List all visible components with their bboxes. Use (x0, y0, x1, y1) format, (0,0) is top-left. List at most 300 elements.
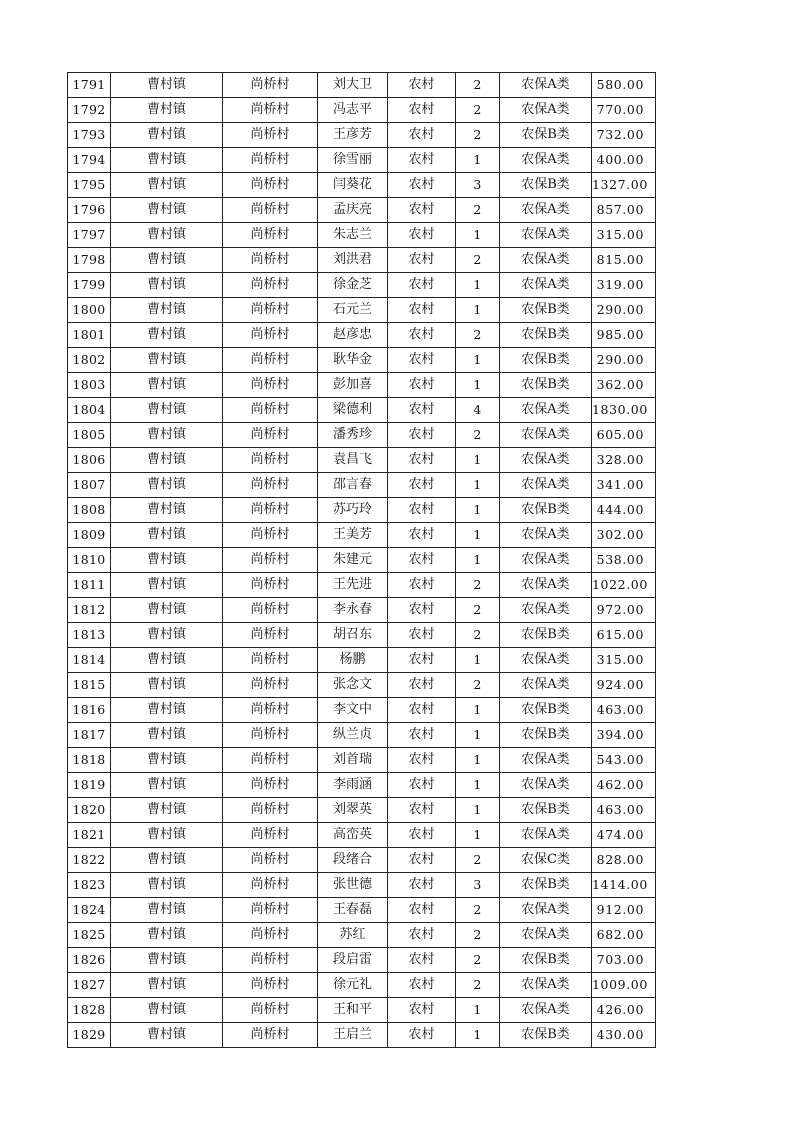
table-row (68, 148, 656, 173)
household-size-cell: 2 (456, 98, 500, 123)
insurance-type-cell: 农保A类 (500, 648, 592, 673)
village-cell: 尚桥村 (223, 273, 318, 298)
household-size-cell: 1 (456, 473, 500, 498)
amount-cell: 815.00 (592, 248, 656, 273)
table-row (68, 498, 656, 523)
name-cell: 梁德利 (318, 398, 388, 423)
insurance-type-cell: 农保A类 (500, 98, 592, 123)
village-cell: 尚桥村 (223, 523, 318, 548)
subsidy-roster-table (67, 72, 656, 1048)
name-cell: 高峦英 (318, 823, 388, 848)
category-cell: 农村 (388, 823, 456, 848)
household-size-cell: 2 (456, 673, 500, 698)
category-cell: 农村 (388, 273, 456, 298)
village-cell: 尚桥村 (223, 373, 318, 398)
village-cell: 尚桥村 (223, 348, 318, 373)
amount-cell: 605.00 (592, 423, 656, 448)
table-row (68, 348, 656, 373)
row-number-cell: 1817 (68, 723, 111, 748)
table-row (68, 198, 656, 223)
village-cell: 尚桥村 (223, 223, 318, 248)
name-cell: 胡召东 (318, 623, 388, 648)
category-cell: 农村 (388, 323, 456, 348)
village-cell: 尚桥村 (223, 973, 318, 998)
household-size-cell: 1 (456, 148, 500, 173)
town-cell: 曹村镇 (111, 623, 223, 648)
town-cell: 曹村镇 (111, 798, 223, 823)
household-size-cell: 3 (456, 173, 500, 198)
row-number-cell: 1825 (68, 923, 111, 948)
town-cell: 曹村镇 (111, 873, 223, 898)
insurance-type-cell: 农保A类 (500, 598, 592, 623)
insurance-type-cell: 农保A类 (500, 148, 592, 173)
amount-cell: 463.00 (592, 798, 656, 823)
village-cell: 尚桥村 (223, 73, 318, 98)
household-size-cell: 1 (456, 698, 500, 723)
row-number-cell: 1815 (68, 673, 111, 698)
amount-cell: 682.00 (592, 923, 656, 948)
village-cell: 尚桥村 (223, 498, 318, 523)
category-cell: 农村 (388, 948, 456, 973)
insurance-type-cell: 农保B类 (500, 798, 592, 823)
name-cell: 冯志平 (318, 98, 388, 123)
category-cell: 农村 (388, 498, 456, 523)
amount-cell: 580.00 (592, 73, 656, 98)
name-cell: 王启兰 (318, 1023, 388, 1048)
village-cell: 尚桥村 (223, 548, 318, 573)
household-size-cell: 1 (456, 648, 500, 673)
table-row (68, 848, 656, 873)
town-cell: 曹村镇 (111, 648, 223, 673)
household-size-cell: 2 (456, 948, 500, 973)
category-cell: 农村 (388, 623, 456, 648)
row-number-cell: 1820 (68, 798, 111, 823)
category-cell: 农村 (388, 148, 456, 173)
table-row (68, 398, 656, 423)
category-cell: 农村 (388, 598, 456, 623)
amount-cell: 538.00 (592, 548, 656, 573)
household-size-cell: 2 (456, 848, 500, 873)
insurance-type-cell: 农保A类 (500, 548, 592, 573)
town-cell: 曹村镇 (111, 298, 223, 323)
insurance-type-cell: 农保B类 (500, 698, 592, 723)
amount-cell: 462.00 (592, 773, 656, 798)
town-cell: 曹村镇 (111, 523, 223, 548)
household-size-cell: 1 (456, 523, 500, 548)
category-cell: 农村 (388, 348, 456, 373)
name-cell: 张世德 (318, 873, 388, 898)
table-row (68, 173, 656, 198)
insurance-type-cell: 农保A类 (500, 998, 592, 1023)
table-row (68, 723, 656, 748)
insurance-type-cell: 农保A类 (500, 673, 592, 698)
amount-cell: 1327.00 (592, 173, 656, 198)
table-row (68, 548, 656, 573)
town-cell: 曹村镇 (111, 448, 223, 473)
amount-cell: 703.00 (592, 948, 656, 973)
town-cell: 曹村镇 (111, 198, 223, 223)
category-cell: 农村 (388, 448, 456, 473)
table-body (68, 73, 656, 1048)
name-cell: 袁昌飞 (318, 448, 388, 473)
amount-cell: 972.00 (592, 598, 656, 623)
name-cell: 王先进 (318, 573, 388, 598)
amount-cell: 615.00 (592, 623, 656, 648)
insurance-type-cell: 农保A类 (500, 223, 592, 248)
village-cell: 尚桥村 (223, 1023, 318, 1048)
village-cell: 尚桥村 (223, 873, 318, 898)
insurance-type-cell: 农保A类 (500, 273, 592, 298)
row-number-cell: 1814 (68, 648, 111, 673)
amount-cell: 1830.00 (592, 398, 656, 423)
category-cell: 农村 (388, 523, 456, 548)
name-cell: 潘秀珍 (318, 423, 388, 448)
table-row (68, 1023, 656, 1048)
category-cell: 农村 (388, 773, 456, 798)
row-number-cell: 1799 (68, 273, 111, 298)
household-size-cell: 4 (456, 398, 500, 423)
name-cell: 王美芳 (318, 523, 388, 548)
insurance-type-cell: 农保A类 (500, 973, 592, 998)
row-number-cell: 1803 (68, 373, 111, 398)
insurance-type-cell: 农保A类 (500, 523, 592, 548)
household-size-cell: 1 (456, 823, 500, 848)
insurance-type-cell: 农保B类 (500, 623, 592, 648)
name-cell: 张念文 (318, 673, 388, 698)
row-number-cell: 1813 (68, 623, 111, 648)
town-cell: 曹村镇 (111, 73, 223, 98)
town-cell: 曹村镇 (111, 273, 223, 298)
insurance-type-cell: 农保A类 (500, 248, 592, 273)
row-number-cell: 1798 (68, 248, 111, 273)
amount-cell: 985.00 (592, 323, 656, 348)
insurance-type-cell: 农保B类 (500, 873, 592, 898)
household-size-cell: 1 (456, 348, 500, 373)
table-row (68, 373, 656, 398)
amount-cell: 341.00 (592, 473, 656, 498)
table-row (68, 623, 656, 648)
table-row (68, 523, 656, 548)
town-cell: 曹村镇 (111, 123, 223, 148)
village-cell: 尚桥村 (223, 898, 318, 923)
village-cell: 尚桥村 (223, 573, 318, 598)
insurance-type-cell: 农保A类 (500, 473, 592, 498)
amount-cell: 1009.00 (592, 973, 656, 998)
row-number-cell: 1808 (68, 498, 111, 523)
household-size-cell: 1 (456, 498, 500, 523)
category-cell: 农村 (388, 373, 456, 398)
insurance-type-cell: 农保A类 (500, 573, 592, 598)
amount-cell: 1022.00 (592, 573, 656, 598)
town-cell: 曹村镇 (111, 848, 223, 873)
town-cell: 曹村镇 (111, 973, 223, 998)
row-number-cell: 1810 (68, 548, 111, 573)
amount-cell: 1414.00 (592, 873, 656, 898)
name-cell: 朱建元 (318, 548, 388, 573)
insurance-type-cell: 农保A类 (500, 898, 592, 923)
town-cell: 曹村镇 (111, 898, 223, 923)
town-cell: 曹村镇 (111, 423, 223, 448)
town-cell: 曹村镇 (111, 473, 223, 498)
amount-cell: 315.00 (592, 223, 656, 248)
category-cell: 农村 (388, 223, 456, 248)
amount-cell: 315.00 (592, 648, 656, 673)
village-cell: 尚桥村 (223, 648, 318, 673)
table-row (68, 73, 656, 98)
household-size-cell: 1 (456, 998, 500, 1023)
amount-cell: 912.00 (592, 898, 656, 923)
row-number-cell: 1807 (68, 473, 111, 498)
category-cell: 农村 (388, 723, 456, 748)
name-cell: 杨鹏 (318, 648, 388, 673)
insurance-type-cell: 农保A类 (500, 748, 592, 773)
category-cell: 农村 (388, 98, 456, 123)
category-cell: 农村 (388, 573, 456, 598)
village-cell: 尚桥村 (223, 323, 318, 348)
household-size-cell: 2 (456, 73, 500, 98)
amount-cell: 394.00 (592, 723, 656, 748)
category-cell: 农村 (388, 898, 456, 923)
amount-cell: 400.00 (592, 148, 656, 173)
row-number-cell: 1797 (68, 223, 111, 248)
insurance-type-cell: 农保A类 (500, 423, 592, 448)
town-cell: 曹村镇 (111, 998, 223, 1023)
name-cell: 耿华金 (318, 348, 388, 373)
amount-cell: 828.00 (592, 848, 656, 873)
village-cell: 尚桥村 (223, 698, 318, 723)
insurance-type-cell: 农保A类 (500, 773, 592, 798)
amount-cell: 290.00 (592, 298, 656, 323)
row-number-cell: 1795 (68, 173, 111, 198)
amount-cell: 543.00 (592, 748, 656, 773)
row-number-cell: 1804 (68, 398, 111, 423)
name-cell: 苏巧玲 (318, 498, 388, 523)
amount-cell: 770.00 (592, 98, 656, 123)
town-cell: 曹村镇 (111, 98, 223, 123)
town-cell: 曹村镇 (111, 748, 223, 773)
category-cell: 农村 (388, 173, 456, 198)
category-cell: 农村 (388, 673, 456, 698)
town-cell: 曹村镇 (111, 1023, 223, 1048)
table-row (68, 673, 656, 698)
household-size-cell: 1 (456, 448, 500, 473)
town-cell: 曹村镇 (111, 173, 223, 198)
name-cell: 徐元礼 (318, 973, 388, 998)
table-row (68, 448, 656, 473)
name-cell: 石元兰 (318, 298, 388, 323)
row-number-cell: 1796 (68, 198, 111, 223)
amount-cell: 474.00 (592, 823, 656, 848)
table-row (68, 973, 656, 998)
table-row (68, 648, 656, 673)
amount-cell: 290.00 (592, 348, 656, 373)
category-cell: 农村 (388, 648, 456, 673)
row-number-cell: 1822 (68, 848, 111, 873)
category-cell: 农村 (388, 473, 456, 498)
table-row (68, 298, 656, 323)
town-cell: 曹村镇 (111, 773, 223, 798)
name-cell: 朱志兰 (318, 223, 388, 248)
village-cell: 尚桥村 (223, 448, 318, 473)
name-cell: 赵彦忠 (318, 323, 388, 348)
insurance-type-cell: 农保B类 (500, 723, 592, 748)
table-row (68, 923, 656, 948)
household-size-cell: 1 (456, 773, 500, 798)
category-cell: 农村 (388, 748, 456, 773)
village-cell: 尚桥村 (223, 473, 318, 498)
household-size-cell: 2 (456, 898, 500, 923)
town-cell: 曹村镇 (111, 548, 223, 573)
household-size-cell: 1 (456, 373, 500, 398)
village-cell: 尚桥村 (223, 923, 318, 948)
town-cell: 曹村镇 (111, 498, 223, 523)
amount-cell: 328.00 (592, 448, 656, 473)
village-cell: 尚桥村 (223, 198, 318, 223)
village-cell: 尚桥村 (223, 98, 318, 123)
row-number-cell: 1805 (68, 423, 111, 448)
insurance-type-cell: 农保A类 (500, 448, 592, 473)
category-cell: 农村 (388, 298, 456, 323)
town-cell: 曹村镇 (111, 323, 223, 348)
name-cell: 徐金芝 (318, 273, 388, 298)
name-cell: 李雨涵 (318, 773, 388, 798)
name-cell: 彭加喜 (318, 373, 388, 398)
amount-cell: 463.00 (592, 698, 656, 723)
village-cell: 尚桥村 (223, 673, 318, 698)
category-cell: 农村 (388, 73, 456, 98)
name-cell: 闫葵花 (318, 173, 388, 198)
name-cell: 王春磊 (318, 898, 388, 923)
insurance-type-cell: 农保A类 (500, 923, 592, 948)
insurance-type-cell: 农保B类 (500, 298, 592, 323)
row-number-cell: 1793 (68, 123, 111, 148)
town-cell: 曹村镇 (111, 248, 223, 273)
household-size-cell: 2 (456, 623, 500, 648)
amount-cell: 426.00 (592, 998, 656, 1023)
town-cell: 曹村镇 (111, 698, 223, 723)
insurance-type-cell: 农保A类 (500, 823, 592, 848)
town-cell: 曹村镇 (111, 598, 223, 623)
category-cell: 农村 (388, 198, 456, 223)
name-cell: 刘大卫 (318, 73, 388, 98)
name-cell: 段绪合 (318, 848, 388, 873)
household-size-cell: 1 (456, 273, 500, 298)
row-number-cell: 1819 (68, 773, 111, 798)
household-size-cell: 2 (456, 123, 500, 148)
amount-cell: 732.00 (592, 123, 656, 148)
row-number-cell: 1824 (68, 898, 111, 923)
table-row (68, 873, 656, 898)
household-size-cell: 2 (456, 423, 500, 448)
table-row (68, 323, 656, 348)
town-cell: 曹村镇 (111, 723, 223, 748)
row-number-cell: 1826 (68, 948, 111, 973)
insurance-type-cell: 农保B类 (500, 323, 592, 348)
amount-cell: 444.00 (592, 498, 656, 523)
town-cell: 曹村镇 (111, 948, 223, 973)
village-cell: 尚桥村 (223, 723, 318, 748)
category-cell: 农村 (388, 423, 456, 448)
amount-cell: 430.00 (592, 1023, 656, 1048)
town-cell: 曹村镇 (111, 223, 223, 248)
row-number-cell: 1827 (68, 973, 111, 998)
village-cell: 尚桥村 (223, 423, 318, 448)
table-row (68, 473, 656, 498)
row-number-cell: 1818 (68, 748, 111, 773)
row-number-cell: 1812 (68, 598, 111, 623)
insurance-type-cell: 农保A类 (500, 198, 592, 223)
amount-cell: 924.00 (592, 673, 656, 698)
category-cell: 农村 (388, 548, 456, 573)
table-row (68, 423, 656, 448)
table-row (68, 223, 656, 248)
insurance-type-cell: 农保B类 (500, 173, 592, 198)
town-cell: 曹村镇 (111, 923, 223, 948)
table-row (68, 773, 656, 798)
amount-cell: 302.00 (592, 523, 656, 548)
row-number-cell: 1800 (68, 298, 111, 323)
table-row (68, 248, 656, 273)
household-size-cell: 1 (456, 723, 500, 748)
insurance-type-cell: 农保A类 (500, 398, 592, 423)
category-cell: 农村 (388, 873, 456, 898)
town-cell: 曹村镇 (111, 573, 223, 598)
row-number-cell: 1811 (68, 573, 111, 598)
household-size-cell: 2 (456, 973, 500, 998)
row-number-cell: 1821 (68, 823, 111, 848)
household-size-cell: 2 (456, 248, 500, 273)
town-cell: 曹村镇 (111, 348, 223, 373)
household-size-cell: 1 (456, 798, 500, 823)
name-cell: 苏红 (318, 923, 388, 948)
household-size-cell: 1 (456, 223, 500, 248)
village-cell: 尚桥村 (223, 123, 318, 148)
village-cell: 尚桥村 (223, 848, 318, 873)
name-cell: 纵兰贞 (318, 723, 388, 748)
town-cell: 曹村镇 (111, 398, 223, 423)
category-cell: 农村 (388, 998, 456, 1023)
category-cell: 农村 (388, 798, 456, 823)
household-size-cell: 2 (456, 598, 500, 623)
village-cell: 尚桥村 (223, 398, 318, 423)
village-cell: 尚桥村 (223, 623, 318, 648)
category-cell: 农村 (388, 848, 456, 873)
row-number-cell: 1829 (68, 1023, 111, 1048)
row-number-cell: 1809 (68, 523, 111, 548)
village-cell: 尚桥村 (223, 948, 318, 973)
town-cell: 曹村镇 (111, 673, 223, 698)
table-row (68, 573, 656, 598)
village-cell: 尚桥村 (223, 173, 318, 198)
name-cell: 李文中 (318, 698, 388, 723)
insurance-type-cell: 农保C类 (500, 848, 592, 873)
village-cell: 尚桥村 (223, 748, 318, 773)
household-size-cell: 1 (456, 748, 500, 773)
town-cell: 曹村镇 (111, 823, 223, 848)
insurance-type-cell: 农保B类 (500, 948, 592, 973)
insurance-type-cell: 农保B类 (500, 1023, 592, 1048)
category-cell: 农村 (388, 123, 456, 148)
insurance-type-cell: 农保B类 (500, 123, 592, 148)
row-number-cell: 1802 (68, 348, 111, 373)
category-cell: 农村 (388, 698, 456, 723)
table-row (68, 698, 656, 723)
village-cell: 尚桥村 (223, 998, 318, 1023)
name-cell: 王彦芳 (318, 123, 388, 148)
name-cell: 孟庆亮 (318, 198, 388, 223)
household-size-cell: 1 (456, 548, 500, 573)
row-number-cell: 1792 (68, 98, 111, 123)
